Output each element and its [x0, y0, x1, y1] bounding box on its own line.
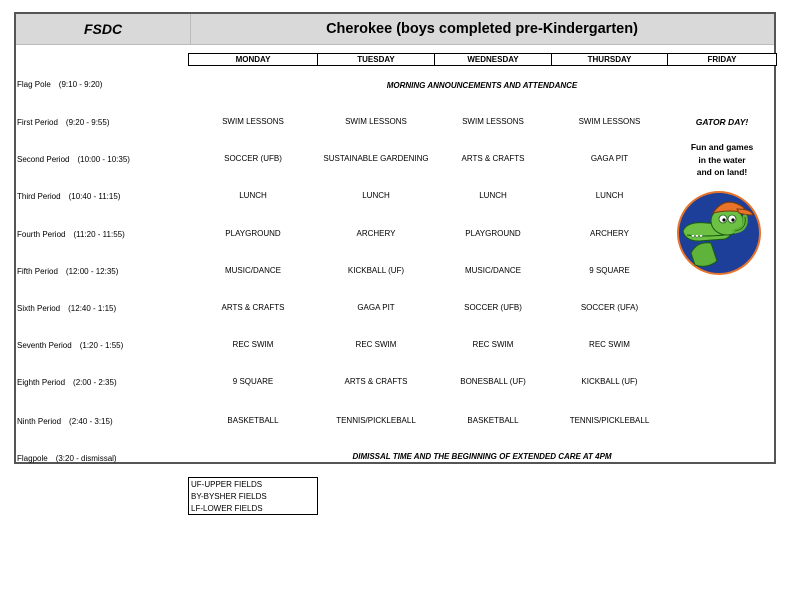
org-name: FSDC — [16, 14, 191, 44]
schedule-cell: PLAYGROUND — [465, 229, 521, 238]
friday-description — [668, 141, 776, 179]
schedule-cell: SWIM LESSONS — [578, 117, 641, 126]
schedule-cell: SOCCER (UFA) — [580, 303, 639, 312]
schedule-cell: BASKETBALL — [467, 416, 519, 425]
legend-item: LF-LOWER FIELDS — [191, 504, 263, 513]
schedule-cell: REC SWIM — [355, 340, 397, 349]
gator-day-title: GATOR DAY! — [695, 117, 749, 127]
day-header-thursday: THURSDAY — [551, 53, 668, 66]
period-label: First Period (9:20 - 9:55) — [17, 118, 110, 127]
schedule-cell: BONESBALL (UF) — [460, 377, 526, 386]
schedule-cell: PLAYGROUND — [225, 229, 281, 238]
schedule-cell: KICKBALL (UF) — [347, 266, 405, 275]
morning-banner: MORNING ANNOUNCEMENTS AND ATTENDANCE — [386, 81, 578, 90]
day-header-friday: FRIDAY — [667, 53, 777, 66]
schedule-cell: SOCCER (UFB) — [224, 154, 282, 163]
period-label: Eighth Period (2:00 - 2:35) — [17, 378, 117, 387]
schedule-cell: REC SWIM — [589, 340, 630, 349]
schedule-cell: ARTS & CRAFTS — [221, 303, 285, 312]
schedule-cell: SWIM LESSONS — [462, 117, 524, 126]
period-label: Fifth Period (12:00 - 12:35) — [17, 267, 119, 276]
period-label: Third Period (10:40 - 11:15) — [17, 192, 121, 201]
schedule-cell: TENNIS/PICKLEBALL — [336, 416, 416, 425]
dismissal-banner: DIMISSAL TIME AND THE BEGINNING OF EXTENDED CARE AT 4PM — [352, 452, 612, 461]
schedule-frame — [14, 12, 776, 464]
schedule-cell: LUNCH — [479, 191, 507, 200]
page-title: Cherokee (boys completed pre-Kindergarten) — [326, 21, 638, 37]
schedule-cell: SUSTAINABLE GARDENING — [323, 154, 429, 163]
schedule-cell: SOCCER (UFB) — [464, 303, 522, 312]
legend-item: UF-UPPER FIELDS — [191, 480, 263, 489]
schedule-cell: 9 SQUARE — [232, 377, 274, 386]
schedule-cell: GAGA PIT — [590, 154, 629, 163]
schedule-cell: SWIM LESSONS — [345, 117, 407, 126]
field-legend — [188, 477, 318, 515]
friday-line: Fun and games — [690, 142, 754, 152]
schedule-cell: REC SWIM — [472, 340, 514, 349]
period-label: Sixth Period (12:40 - 1:15) — [17, 304, 117, 313]
schedule-cell: 9 SQUARE — [589, 266, 630, 275]
schedule-cell: LUNCH — [239, 191, 267, 200]
schedule-cell: ARTS & CRAFTS — [461, 154, 525, 163]
period-label: Seventh Period (1:20 - 1:55) — [17, 341, 124, 350]
day-header-wednesday: WEDNESDAY — [434, 53, 552, 66]
schedule-cell: ARCHERY — [356, 229, 396, 238]
schedule-cell: BASKETBALL — [227, 416, 279, 425]
gator-mascot-icon — [677, 191, 761, 275]
schedule-cell: MUSIC/DANCE — [224, 266, 281, 275]
friday-line: and on land! — [696, 167, 748, 177]
schedule-cell: LUNCH — [362, 191, 390, 200]
schedule-cell: REC SWIM — [232, 340, 274, 349]
legend-item: BY-BYSHER FIELDS — [191, 492, 267, 501]
day-header-tuesday: TUESDAY — [317, 53, 435, 66]
period-label: Ninth Period (2:40 - 3:15) — [17, 417, 113, 426]
period-label: Flag Pole (9:10 - 9:20) — [17, 80, 103, 89]
schedule-cell: TENNIS/PICKLEBALL — [569, 416, 650, 425]
friday-line: in the water — [698, 154, 746, 165]
period-label: Fourth Period (11:20 - 11:55) — [17, 230, 125, 239]
day-header-monday: MONDAY — [188, 53, 318, 66]
schedule-cell: SWIM LESSONS — [222, 117, 284, 126]
schedule-cell: LUNCH — [595, 191, 624, 200]
period-label: Second Period (10:00 - 10:35) — [17, 155, 130, 164]
period-label: Flagpole (3:20 - dismissal) — [17, 454, 117, 463]
schedule-cell: KICKBALL (UF) — [581, 377, 638, 386]
schedule-cell: ARCHERY — [590, 229, 629, 238]
schedule-cell: GAGA PIT — [357, 303, 395, 312]
schedule-cell: MUSIC/DANCE — [464, 266, 521, 275]
schedule-cell: ARTS & CRAFTS — [344, 377, 408, 386]
